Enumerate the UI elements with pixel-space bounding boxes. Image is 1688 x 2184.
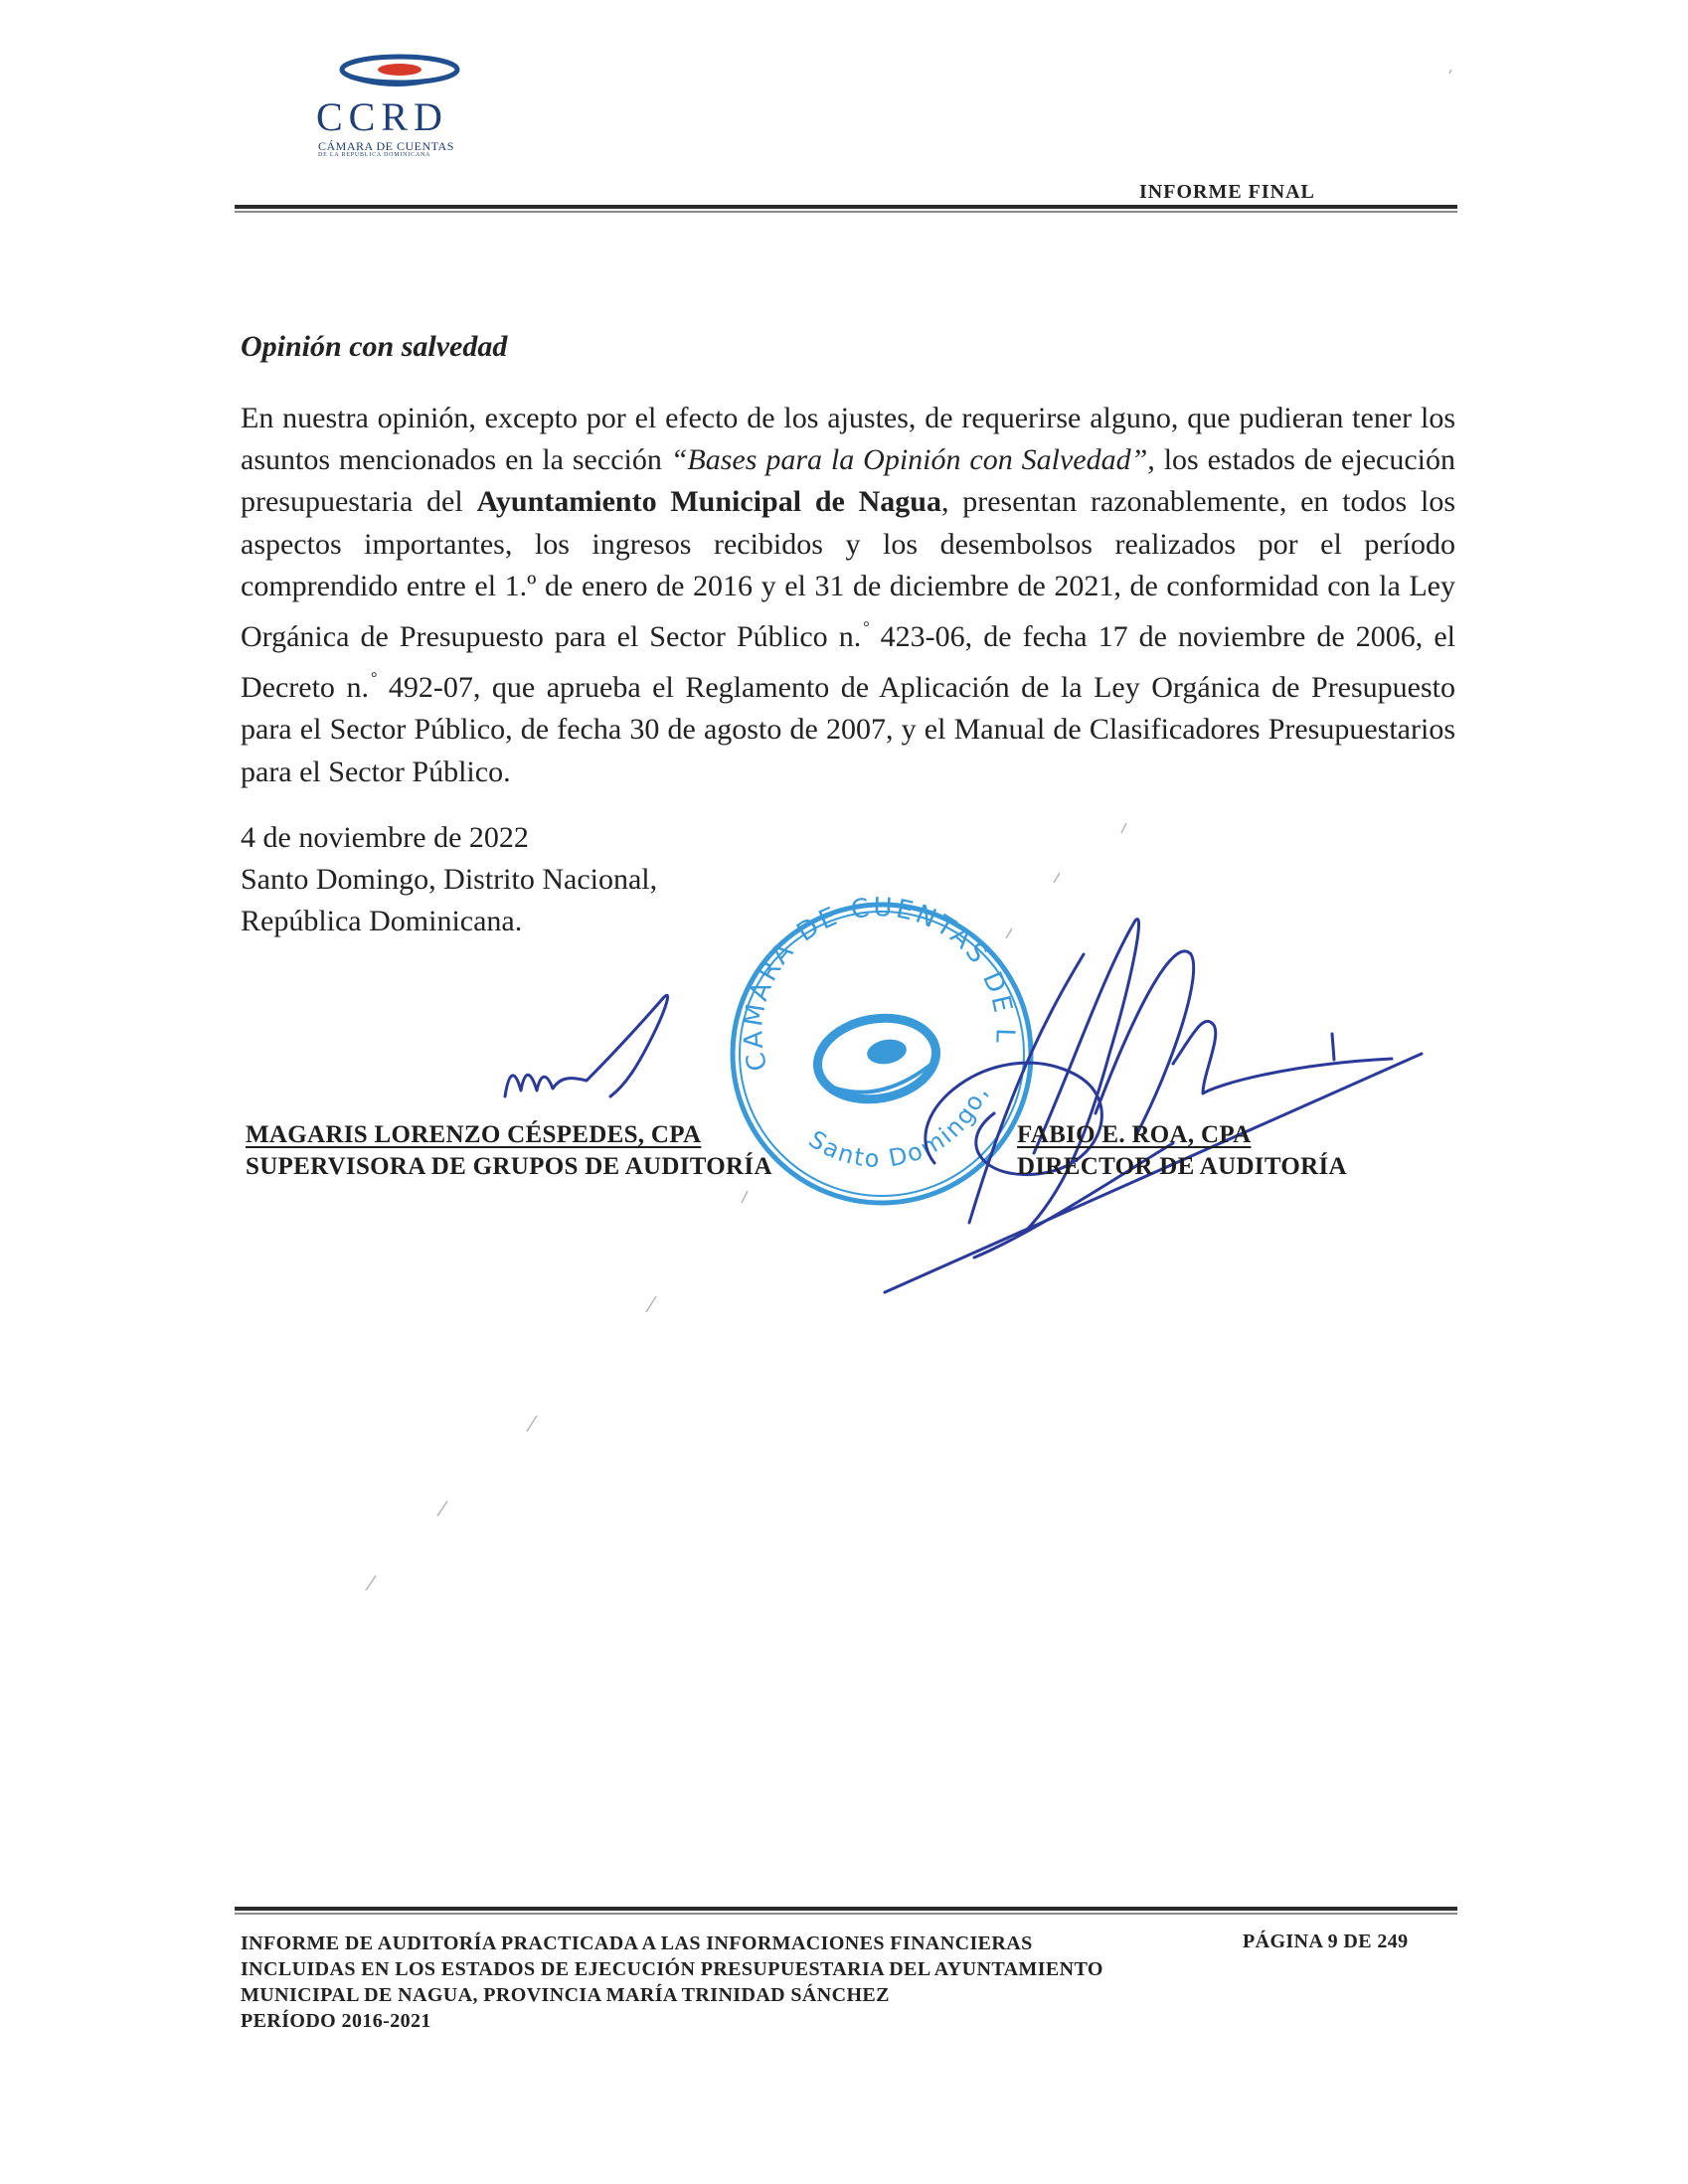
- logo-line1: CÁMARA DE CUENTAS: [318, 139, 454, 153]
- footer-report-title: [241, 1931, 1195, 2034]
- footer-line: PERÍODO 2016-2021: [241, 2010, 431, 2032]
- signatory-left-title: SUPERVISORA DE GRUPOS DE AUDITORÍA: [246, 1153, 772, 1180]
- footer-line: INFORME DE AUDITORÍA PRACTICADA A LAS INFORMACIONES FINANCIERAS: [241, 1932, 1033, 1954]
- logo-line2: DE LA REPÚBLICA DOMINICANA: [318, 152, 431, 158]
- stamp-bottom-text: Santo Domingo,: [803, 1081, 994, 1174]
- paragraph-text-4: 423-06, de fecha 17 de noviembre de 2006, el Decreto n.: [241, 620, 1455, 705]
- paragraph-text-1: En nuestra opinión, excepto por el efecto de los ajustes, de requerirse alguno, que pudieran tener los asuntos mencionados en la sección: [241, 402, 1455, 477]
- date-place-block: [241, 817, 657, 942]
- degree-mark: °: [863, 619, 870, 637]
- opinion-paragraph: [241, 398, 1455, 793]
- header-rule-shadow: [235, 211, 1457, 213]
- stamp-top-text: CAMARA DE CUENTAS DE L: [739, 895, 1020, 1075]
- header-rule: [235, 205, 1457, 209]
- footer-rule: [235, 1907, 1457, 1911]
- footer-line: MUNICIPAL DE NAGUA, PROVINCIA MARÍA TRINIDAD SÁNCHEZ: [241, 1984, 890, 2006]
- signatory-right-name: FABIO E. ROA, CPA: [1017, 1121, 1252, 1148]
- signature-left: [467, 989, 696, 1108]
- entity-name: Ayuntamiento Municipal de Nagua: [476, 485, 941, 519]
- report-country: República Dominicana.: [241, 905, 523, 937]
- report-date: 4 de noviembre de 2022: [241, 821, 529, 854]
- report-city: Santo Domingo, Distrito Nacional,: [241, 863, 658, 896]
- footer-line: INCLUIDAS EN LOS ESTADOS DE EJECUCIÓN PRESUPUESTARIA DEL AYUNTAMIENTO: [241, 1958, 1103, 1980]
- ccrd-logo: [310, 52, 549, 161]
- header-label: INFORME FINAL: [1139, 181, 1315, 203]
- page-number: PÁGINA 9 DE 249: [1243, 1931, 1409, 1952]
- logo-acronym: CCRD: [316, 94, 448, 139]
- paragraph-text-2: los estados de ejecución presupuestaria del: [241, 443, 1455, 519]
- degree-mark: °: [370, 670, 378, 688]
- paragraph-text-5: 492-07, que aprueba el Reglamento de Aplicación de la Ley Orgánica de Presupuesto para el Sector Público, de fecha 30 de agosto de 2007, y el Manual de Clasificadores Presupuestarios para el Sector Público.: [241, 671, 1455, 788]
- paragraph-text-3: , presentan razonablemente, en todos los aspectos importantes, los ingresos recibidos y los desembolsos realizados por el período comprendido entre el 1.º de enero de 2016 y el 31 de diciembre de 2021, de conformidad con la Ley Orgánica de Presupuesto para el Sector Público n.: [241, 485, 1455, 654]
- signatory-left-name: MAGARIS LORENZO CÉSPEDES, CPA: [246, 1121, 702, 1148]
- paragraph-emphasis: “Bases para la Opinión con Salvedad”,: [670, 443, 1155, 477]
- signatory-right-title: DIRECTOR DE AUDITORÍA: [1017, 1153, 1347, 1180]
- section-heading: Opinión con salvedad: [241, 330, 508, 363]
- footer-rule-shadow: [235, 1913, 1457, 1915]
